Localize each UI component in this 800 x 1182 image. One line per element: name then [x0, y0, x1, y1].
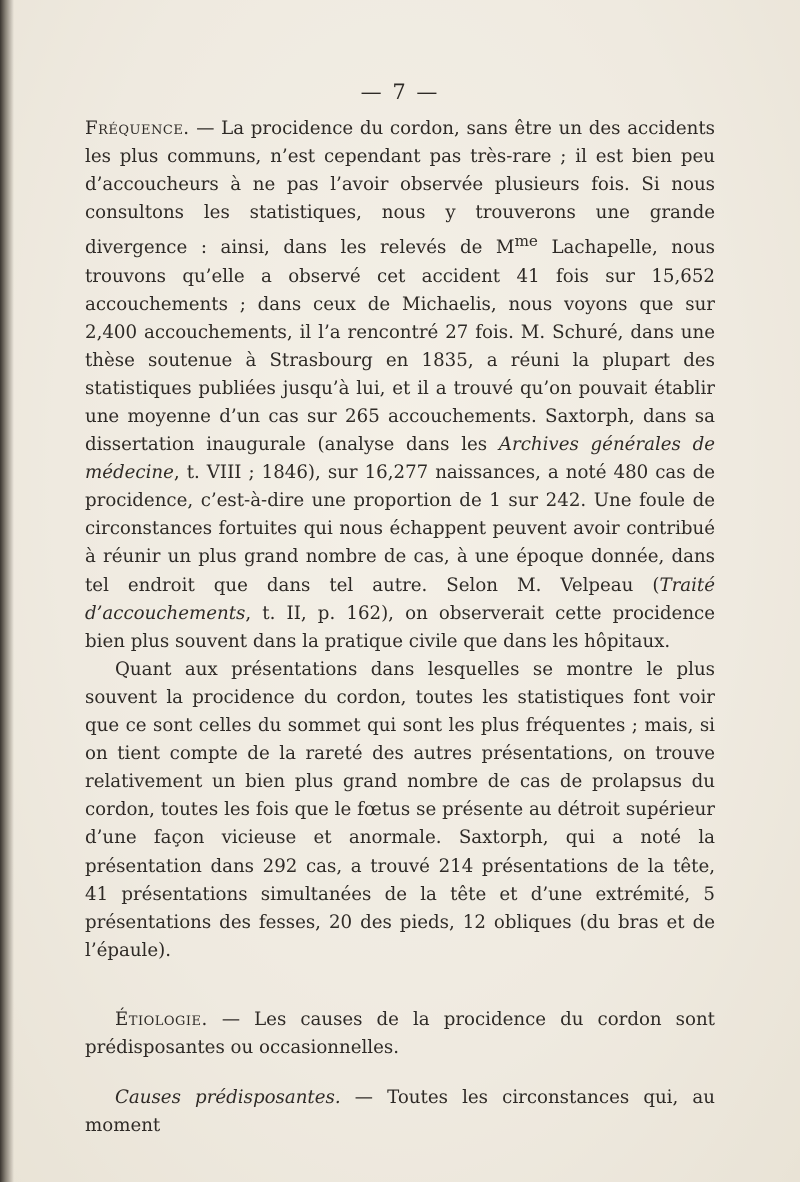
page-number: — 7 — [360, 80, 440, 104]
paragraph-presentations: Quant aux présentations dans lesquelles se montre le plus souvent la procidence du cordon, toutes les statistiques font voir que ce sont celles du sommet qui sont les plus fréquentes ; mais, si on tient compte de la rareté des autres présentations, on trouve relativement un bien plus grand nombre de cas de prolapsus du cordon, toutes les fois que le fœtus se présente au détroit supérieur d’une façon vicieuse et anormale. Saxtorph, qui a noté la présentation dans 292 cas, a trouvé 214 présentations de la tête, 41 présentations simultanées de la tête et d’une extrémité, 5 présentations des fesses, 20 des pieds, 12 obliques (du bras et de l’épaule). [85, 658, 715, 961]
paragraph-etiologie-text: — Les causes de la procidence du cordon sont prédisposantes ou occasionnelles. [85, 1008, 715, 1058]
heading-etiologie: Étiologie. [115, 1008, 208, 1030]
paragraph-frequence [85, 115, 715, 656]
paragraph-causes-text: — Toutes les circonstances qui, au moment [85, 1087, 715, 1137]
section-gap-small [85, 1062, 715, 1084]
binding-shadow [0, 0, 14, 1182]
section-gap [85, 965, 715, 1006]
paragraph-frequence-text: — La procidence du cordon, sans être un des accidents les plus communs, n’est cependant pas très-rare ; il est bien peu d’accoucheurs à ne pas l’avoir observée plusieurs fois. Si nous consultons les statistiques, nous y trouverons une grande divergence : ainsi, dans les relevés de $M^{me}$ Lachapelle, nous trouvons qu’elle a observé cet accident 41 fois sur 15,652 accouchements ; dans ceux de Michaelis, nous voyons que sur 2,400 accouchements, il l’a rencontré 27 fois. M. Schuré, dans une thèse soutenue à Strasbourg en 1835, a réuni la plupart des statistiques publiées jusqu’à lui, et il a trouvé qu’on pouvait établir une moyenne d’un cas sur 265 accouchements. Saxtorph, dans sa dissertation inaugurale (analyse dans les Archives générales de médecine, t. VIII ; 1846), sur 16,277 naissances, a noté 480 cas de procidence, c’est-à-dire une proportion de 1 sur 242. Une foule de circonstances fortuites qui nous échappent peuvent avoir contribué à réunir un plus grand nombre de cas, à une époque donnée, dans tel endroit que dans tel autre. Selon M. Velpeau (Traité d’accouchements, t. II, p. 162), on observerait cette procidence bien plus souvent dans la pratique civile que dans les hôpitaux. [85, 118, 716, 652]
paragraph-etiologie [85, 1006, 715, 1062]
heading-frequence: Fréquence. [85, 118, 190, 139]
page-body [85, 115, 715, 1140]
heading-causes: Causes prédisposantes. [115, 1087, 341, 1109]
paragraph-causes [85, 1084, 715, 1140]
